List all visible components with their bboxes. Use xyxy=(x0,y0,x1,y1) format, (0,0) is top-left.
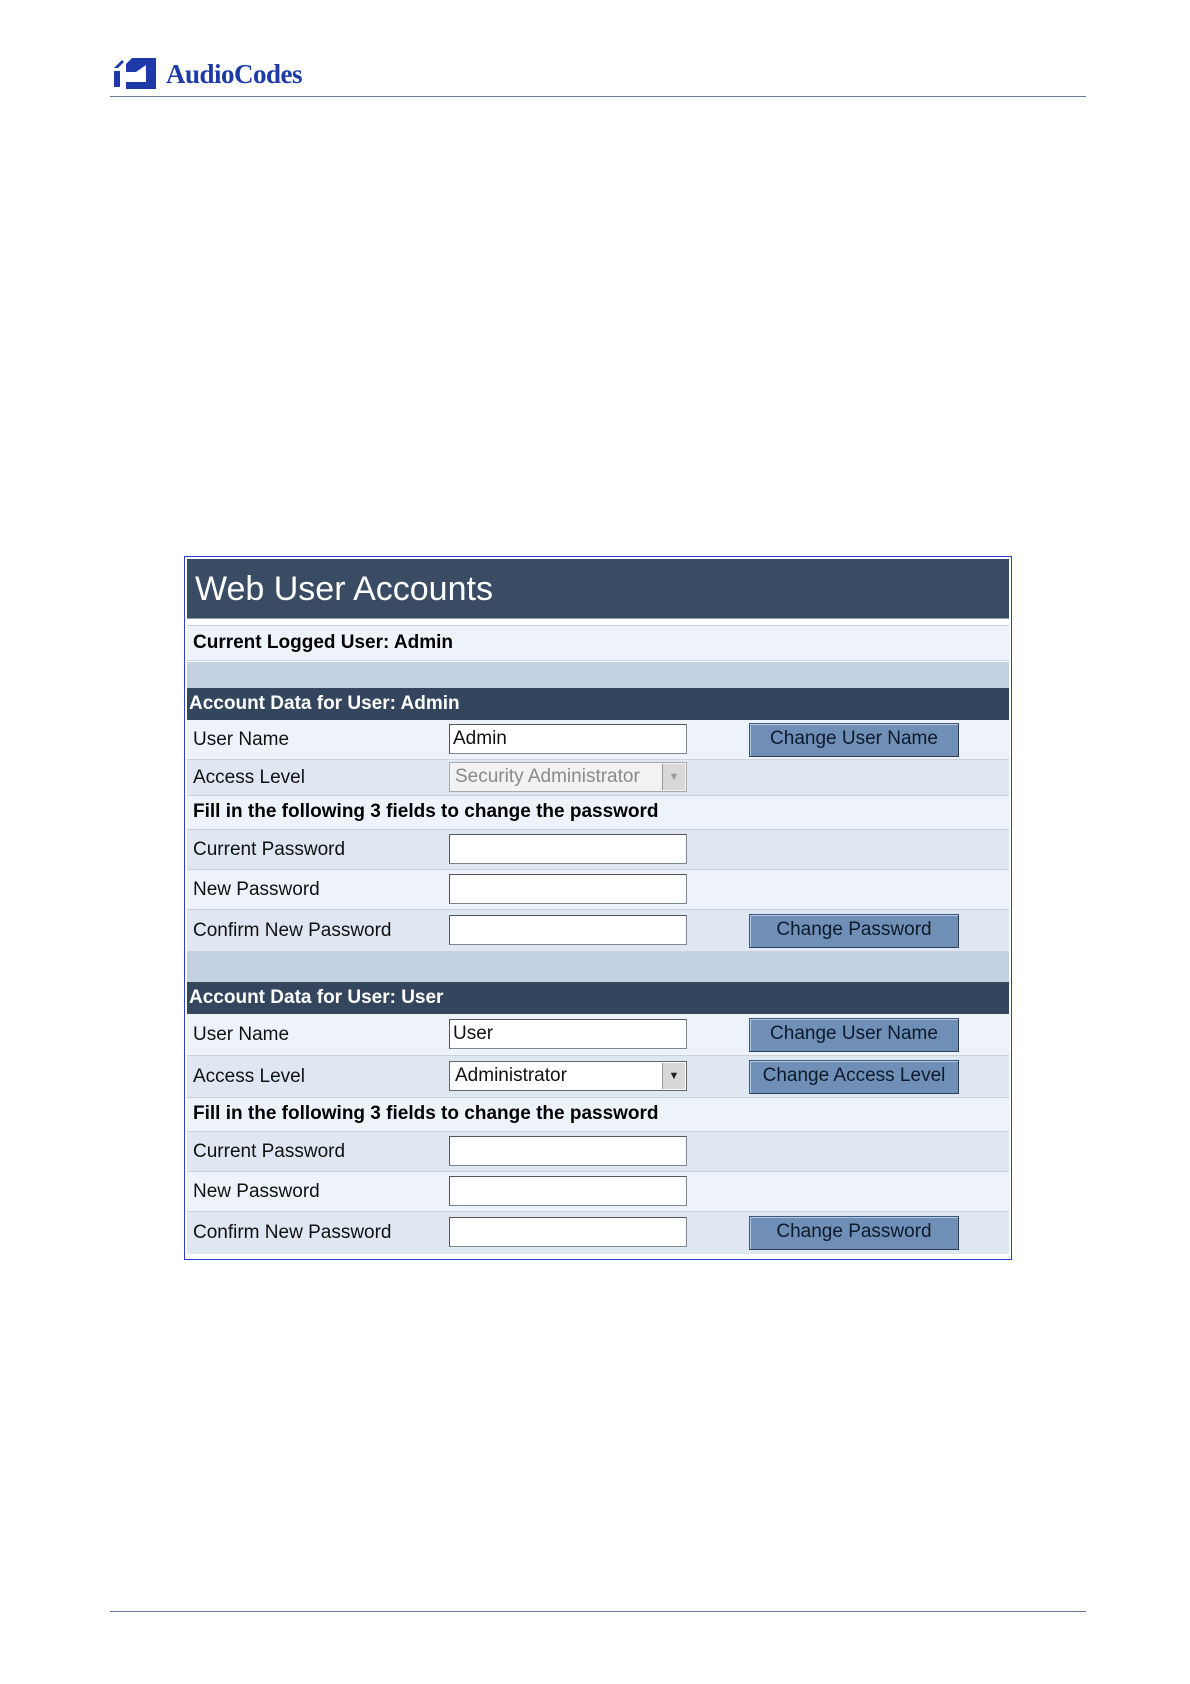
web-user-accounts-panel xyxy=(184,556,1012,1260)
user-user-name-input[interactable] xyxy=(449,1019,687,1049)
admin-confirm-password-input[interactable] xyxy=(449,915,687,945)
user-password-instructions: Fill in the following 3 fields to change the password xyxy=(187,1098,1009,1132)
user-section-header: Account Data for User: User xyxy=(187,982,1009,1014)
admin-access-level-row xyxy=(187,760,1009,796)
section-spacer xyxy=(187,662,1009,688)
admin-access-level-value: Security Administrator xyxy=(455,766,640,787)
user-confirm-password-input[interactable] xyxy=(449,1217,687,1247)
section-spacer xyxy=(187,952,1009,982)
user-change-access-level-button[interactable]: Change Access Level xyxy=(749,1060,959,1094)
admin-confirm-password-row xyxy=(187,910,1009,952)
current-logged-user: Current Logged User: Admin xyxy=(187,625,1009,661)
header-rule xyxy=(110,96,1086,97)
admin-new-password-input[interactable] xyxy=(449,874,687,904)
footer-rule xyxy=(110,1611,1086,1612)
user-new-password-row xyxy=(187,1172,1009,1212)
user-current-password-label: Current Password xyxy=(193,1141,346,1162)
user-user-name-row xyxy=(187,1014,1009,1056)
admin-current-password-row xyxy=(187,830,1009,870)
admin-section-header: Account Data for User: Admin xyxy=(187,688,1009,720)
admin-password-instructions: Fill in the following 3 fields to change the password xyxy=(187,796,1009,830)
user-confirm-password-label: Confirm New Password xyxy=(193,1222,392,1243)
admin-current-password-input[interactable] xyxy=(449,834,687,864)
admin-change-user-name-button[interactable]: Change User Name xyxy=(749,723,959,757)
admin-user-name-label: User Name xyxy=(193,729,290,750)
user-current-password-input[interactable] xyxy=(449,1136,687,1166)
admin-access-level-label: Access Level xyxy=(193,767,305,788)
user-change-user-name-button[interactable]: Change User Name xyxy=(749,1018,959,1052)
user-access-level-label: Access Level xyxy=(193,1066,305,1087)
user-access-level-select[interactable] xyxy=(449,1061,687,1091)
admin-user-name-input[interactable] xyxy=(449,724,687,754)
user-change-password-button[interactable]: Change Password xyxy=(749,1216,959,1250)
admin-user-name-row xyxy=(187,720,1009,760)
user-access-level-row xyxy=(187,1056,1009,1098)
admin-new-password-row xyxy=(187,870,1009,910)
user-new-password-input[interactable] xyxy=(449,1176,687,1206)
admin-change-password-button[interactable]: Change Password xyxy=(749,914,959,948)
user-confirm-password-row xyxy=(187,1212,1009,1254)
user-user-name-label: User Name xyxy=(193,1024,290,1045)
audiocodes-logo xyxy=(112,56,302,92)
user-access-level-value: Administrator xyxy=(455,1065,567,1086)
user-new-password-label: New Password xyxy=(193,1181,320,1202)
admin-current-password-label: Current Password xyxy=(193,839,346,860)
chevron-down-icon[interactable]: ▼ xyxy=(662,1063,685,1089)
admin-confirm-password-label: Confirm New Password xyxy=(193,920,392,941)
user-current-password-row xyxy=(187,1132,1009,1172)
audiocodes-logo-icon xyxy=(112,56,162,92)
admin-access-level-select xyxy=(449,762,687,792)
admin-new-password-label: New Password xyxy=(193,879,320,900)
page-title: Web User Accounts xyxy=(187,559,1009,619)
brand-name: AudioCodes xyxy=(166,59,303,89)
chevron-down-icon: ▼ xyxy=(662,764,685,790)
